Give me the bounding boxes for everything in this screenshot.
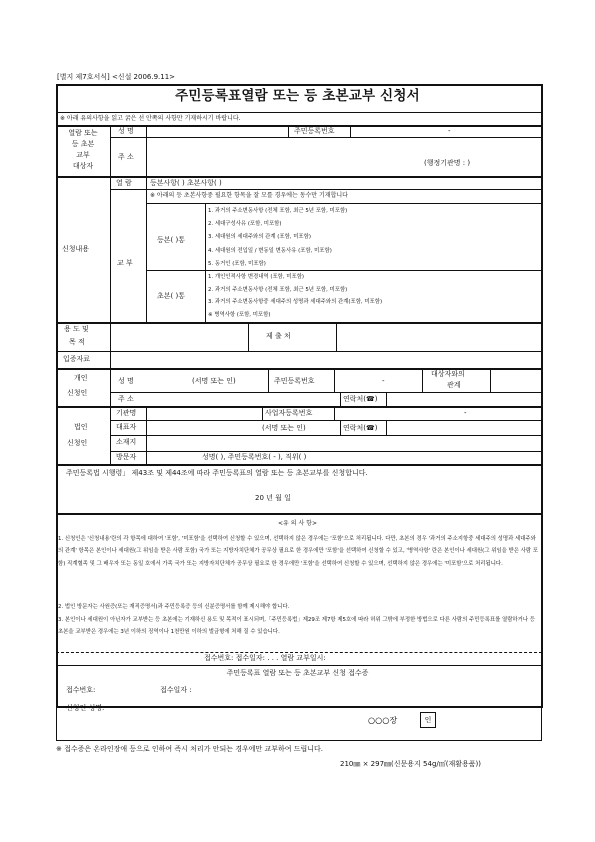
request-label: 신청내용 xyxy=(62,245,90,253)
abstract-item[interactable]: 1. 개인인적사항 변경내역 (포함, 미포함) xyxy=(208,274,305,280)
footer-note: ※ 접수증은 온라인장애 등으로 인하여 즉시 처리가 안되는 경우에만 교부하여 드립니다. xyxy=(56,745,324,753)
issue-label: 교 부 xyxy=(117,259,133,267)
form-top-border xyxy=(56,84,542,86)
receipt-stamp-text: ○○○장 xyxy=(368,715,398,725)
issue-col-divider xyxy=(146,189,147,322)
target-col-divider xyxy=(110,125,111,176)
relation-col-divider2 xyxy=(490,368,491,392)
view-options[interactable]: 등본사항( ) 초본사항( ) xyxy=(150,179,222,187)
relation-col-divider xyxy=(422,368,423,392)
target-rrn-dash: - xyxy=(448,127,451,135)
individual-rrn-dash: - xyxy=(382,377,385,385)
individual-contact-divider2 xyxy=(386,392,387,406)
target-name-label: 성 명 xyxy=(118,127,134,135)
purpose-label-line2: 목 적 xyxy=(69,338,85,346)
receipt-title: 주민등록표 열람 또는 등 초본교부 신청 접수증 xyxy=(226,669,369,677)
submit-col-divider xyxy=(248,322,249,351)
copy-items xyxy=(208,205,347,271)
request-col-divider xyxy=(110,176,111,322)
target-label-line: 열람 또는 xyxy=(68,129,98,137)
corporate-section-bottom xyxy=(56,464,542,466)
copy-item[interactable]: 5. 동거인 (포함, 미포함) xyxy=(208,260,266,267)
purpose-col-divider xyxy=(110,322,111,368)
form-notice: ※ 아래 유의사항을 읽고 굵은 선 안쪽의 사항만 기재하시기 바랍니다. xyxy=(60,115,241,122)
individual-rrn-divider2 xyxy=(334,368,335,392)
individual-label-line1: 개인 xyxy=(74,374,88,382)
target-label xyxy=(56,126,110,172)
corporate-label-divider xyxy=(146,406,147,451)
individual-address-field[interactable] xyxy=(146,393,336,405)
target-admin-agency: (행정기관명 : ) xyxy=(424,159,471,167)
individual-col-divider xyxy=(110,368,111,406)
corporate-label-line1: 법인 xyxy=(74,423,88,431)
relation-field[interactable] xyxy=(492,369,538,391)
submit-field[interactable] xyxy=(338,323,538,349)
form-title: 주민등록표열람 또는 등 초본교부 신청서 xyxy=(175,88,420,104)
corporate-bizno-dash: - xyxy=(464,409,467,417)
title-divider xyxy=(56,112,542,113)
abstract-item[interactable]: 2. 과거의 주소변동사항 (전체 포함, 최근 5년 포함, 미포함) xyxy=(208,286,348,293)
corporate-agency-label: 기관명 xyxy=(116,409,137,417)
copy-count-label[interactable]: 등본( )통 xyxy=(157,236,185,244)
relation-label-line1: 대상자와의 xyxy=(431,370,465,378)
notes-title: <유 의 사 항> xyxy=(278,520,317,527)
individual-address-label: 주 소 xyxy=(118,395,134,403)
submit-col-divider2 xyxy=(336,322,337,351)
individual-contact-label: 연락처(☎) xyxy=(343,395,378,403)
target-name-field[interactable] xyxy=(148,126,288,137)
copy-col-divider xyxy=(205,203,206,322)
seal-box xyxy=(420,712,436,728)
corporate-agency-field[interactable] xyxy=(148,407,260,419)
corporate-visitor-label: 방문자 xyxy=(116,453,137,461)
evidence-label: 입증자료 xyxy=(63,355,91,363)
copy-item[interactable]: 3. 세대원의 세대주와의 관계 (포함, 미포함) xyxy=(208,234,311,241)
corporate-contact-divider2 xyxy=(386,420,387,435)
corporate-location-field[interactable] xyxy=(148,436,538,450)
target-label-line: 등 초본 xyxy=(71,140,95,148)
corporate-contact-divider xyxy=(340,420,341,435)
target-address-label: 주 소 xyxy=(118,153,134,161)
visitor-label-divider xyxy=(146,451,147,464)
corporate-label-line2: 신청인 xyxy=(67,439,88,447)
copy-item[interactable]: 1. 과거의 주소변동사항 (전체 포함, 최근 5년 포함, 미포함) xyxy=(208,208,348,214)
target-label-divider xyxy=(146,125,147,176)
receipt-left-border xyxy=(56,706,57,740)
view-label: 열 람 xyxy=(116,179,132,187)
corporate-rep-label: 대표자 xyxy=(116,423,137,431)
corporate-row3-divider xyxy=(110,451,541,452)
receipt-date-label: 접수일자 : xyxy=(160,686,192,694)
corporate-contact-label: 연락처(☎) xyxy=(343,424,378,432)
individual-label-line2: 신청인 xyxy=(67,389,88,397)
target-rrn-field[interactable] xyxy=(352,126,540,137)
note-item-1: 1. 신청인은 '신청내용'란의 각 항목에 대하여 '포함', '미포함'을 선택하여 신청할 수 있으며, 선택하지 않은 경우에는 '포함'으로 처리됩니다. 다만, 초본의 경우 '과거의 주소지항중 세대주의 성명과 세대주와의 관계' 항목은 본인이나 세대원(그 위임을 받은 사람 포함) 국가 또는 지방자치단체가 공무상 필요로 한 경우에만 '포함'을 선택하여 신청할 수 있고, '병역사항' 란은 본인이나 세대원(그 위임을 받은 사람 포함) 직계혈족 및 그 배우자 또는 동일 호에서 가족 국가 또는 지방자치단체가 공무상 필요로 한 경우에만 '포함'을 선택하여 신청할 수 있으며, 선택하지 않은 경우에는 '미포함'으로 처리됩니다. xyxy=(58,536,539,567)
form-code: [별지 제7호서식] <신설 2006.9.11> xyxy=(57,73,176,81)
target-label-line: 교부 xyxy=(76,151,90,159)
corporate-bizno-divider2 xyxy=(334,406,335,420)
individual-rrn-divider xyxy=(268,368,269,392)
corporate-location-label: 소재지 xyxy=(116,438,137,446)
corporate-bizno-divider xyxy=(262,406,263,420)
notes-bottom-dashed xyxy=(56,652,542,653)
purpose-label-line1: 용 도 및 xyxy=(64,325,89,333)
individual-rrn-label: 주민등록번호 xyxy=(274,377,315,385)
copy-item[interactable]: 2. 세대구성사유 (포함, 미포함) xyxy=(208,221,282,228)
corporate-contact-field[interactable] xyxy=(388,421,538,434)
abstract-item[interactable]: 3. 과거의 주소변동사항중 세대주의 성명과 세대주와의 관계(포함, 미포함) xyxy=(208,299,383,306)
target-rrn-divider xyxy=(288,125,289,137)
corporate-rep-field[interactable] xyxy=(148,421,336,433)
individual-signature: (서명 또는 인) xyxy=(192,377,236,385)
target-rrn-label: 주민등록번호 xyxy=(294,127,335,135)
view-row-divider xyxy=(110,189,541,190)
submit-label: 제 출 처 xyxy=(266,332,291,340)
receipt-right-border xyxy=(541,706,542,740)
individual-name-field[interactable] xyxy=(146,369,264,391)
note-item-2: 2. 법인 방문자는 사원증(또는 재직증명서)과 주민등록증 등의 신분증명서를 함께 제시해야 합니다. xyxy=(58,604,290,610)
receipt-header: 접수번호: 접수일자: . . . 열람 교부일시: xyxy=(204,654,326,662)
issue-notice: ※ 아래의 등 초본사항중 필요한 항목을 잘 모를 경우에는 동수만 기재합니다 xyxy=(150,192,348,199)
abstract-items xyxy=(208,271,382,321)
seal-text: 인 xyxy=(424,716,432,724)
individual-name-label: 성 명 xyxy=(118,377,134,385)
purpose-field[interactable] xyxy=(112,323,246,349)
note-item-3: 3. 본인이나 세대원이 아닌자가 교부받는 등 초본에는 기재하신 용도 및 목적이 표시되며,「주민등록법」제29조 제7항 제5호에 따라 허위 그밖에 부정한 방법으로 다른 사람의 주민등록표를 열람하거나 등 초본을 교부받은 경우에는 3년 이하의 징역이나 1천만원 이하의 벌금형에 처해 질 수 있습니다. xyxy=(58,617,535,636)
view-label-divider xyxy=(146,176,147,189)
abstract-count-label[interactable]: 초본( )통 xyxy=(157,292,185,300)
evidence-field[interactable] xyxy=(112,352,538,367)
receipt-applicant-label: 신청인 성명: xyxy=(66,704,105,712)
copy-item[interactable]: 4. 세대원의 전입일 / 변동일 변동사유 (포함, 미포함) xyxy=(208,247,332,254)
abstract-item[interactable]: ※ 병역사항 (포함, 미포함) xyxy=(208,311,271,318)
individual-contact-field[interactable] xyxy=(388,393,538,405)
individual-rrn-field[interactable] xyxy=(336,369,420,391)
corporate-visitor-fields[interactable]: 성명( ), 주민등록번호( - ), 직위( ) xyxy=(202,453,307,461)
declaration-text: 주민등록법 시행령」 제43조 및 제44조에 따라 주민등록표의 열람 또는 등 초본교부를 신청합니다. xyxy=(66,469,368,477)
target-row-divider xyxy=(110,137,541,138)
footer-paper: 210㎜ × 297㎜(신문용지 54g/㎡(재활용품)) xyxy=(340,760,481,768)
purpose-section-bottom xyxy=(56,368,542,370)
relation-label-line2: 관계 xyxy=(447,381,461,389)
target-address-field[interactable] xyxy=(148,139,538,175)
corporate-bizno-label: 사업자등록번호 xyxy=(265,409,313,417)
corporate-signature: (서명 또는 인) xyxy=(262,424,306,432)
receipt-bottom-border xyxy=(56,740,542,741)
individual-contact-divider xyxy=(340,392,341,406)
target-label-line: 대상자 xyxy=(72,162,94,170)
corporate-bizno-field[interactable] xyxy=(336,407,538,419)
receipt-no-label: 접수번호: xyxy=(66,686,96,694)
form-bottom-border xyxy=(56,706,543,708)
declaration-date[interactable]: 20 년 월 일 xyxy=(255,494,291,502)
target-rrn-divider2 xyxy=(350,125,351,137)
target-section-bottom xyxy=(56,176,542,178)
declaration-bottom xyxy=(56,513,542,515)
receipt-header-divider xyxy=(56,665,542,666)
